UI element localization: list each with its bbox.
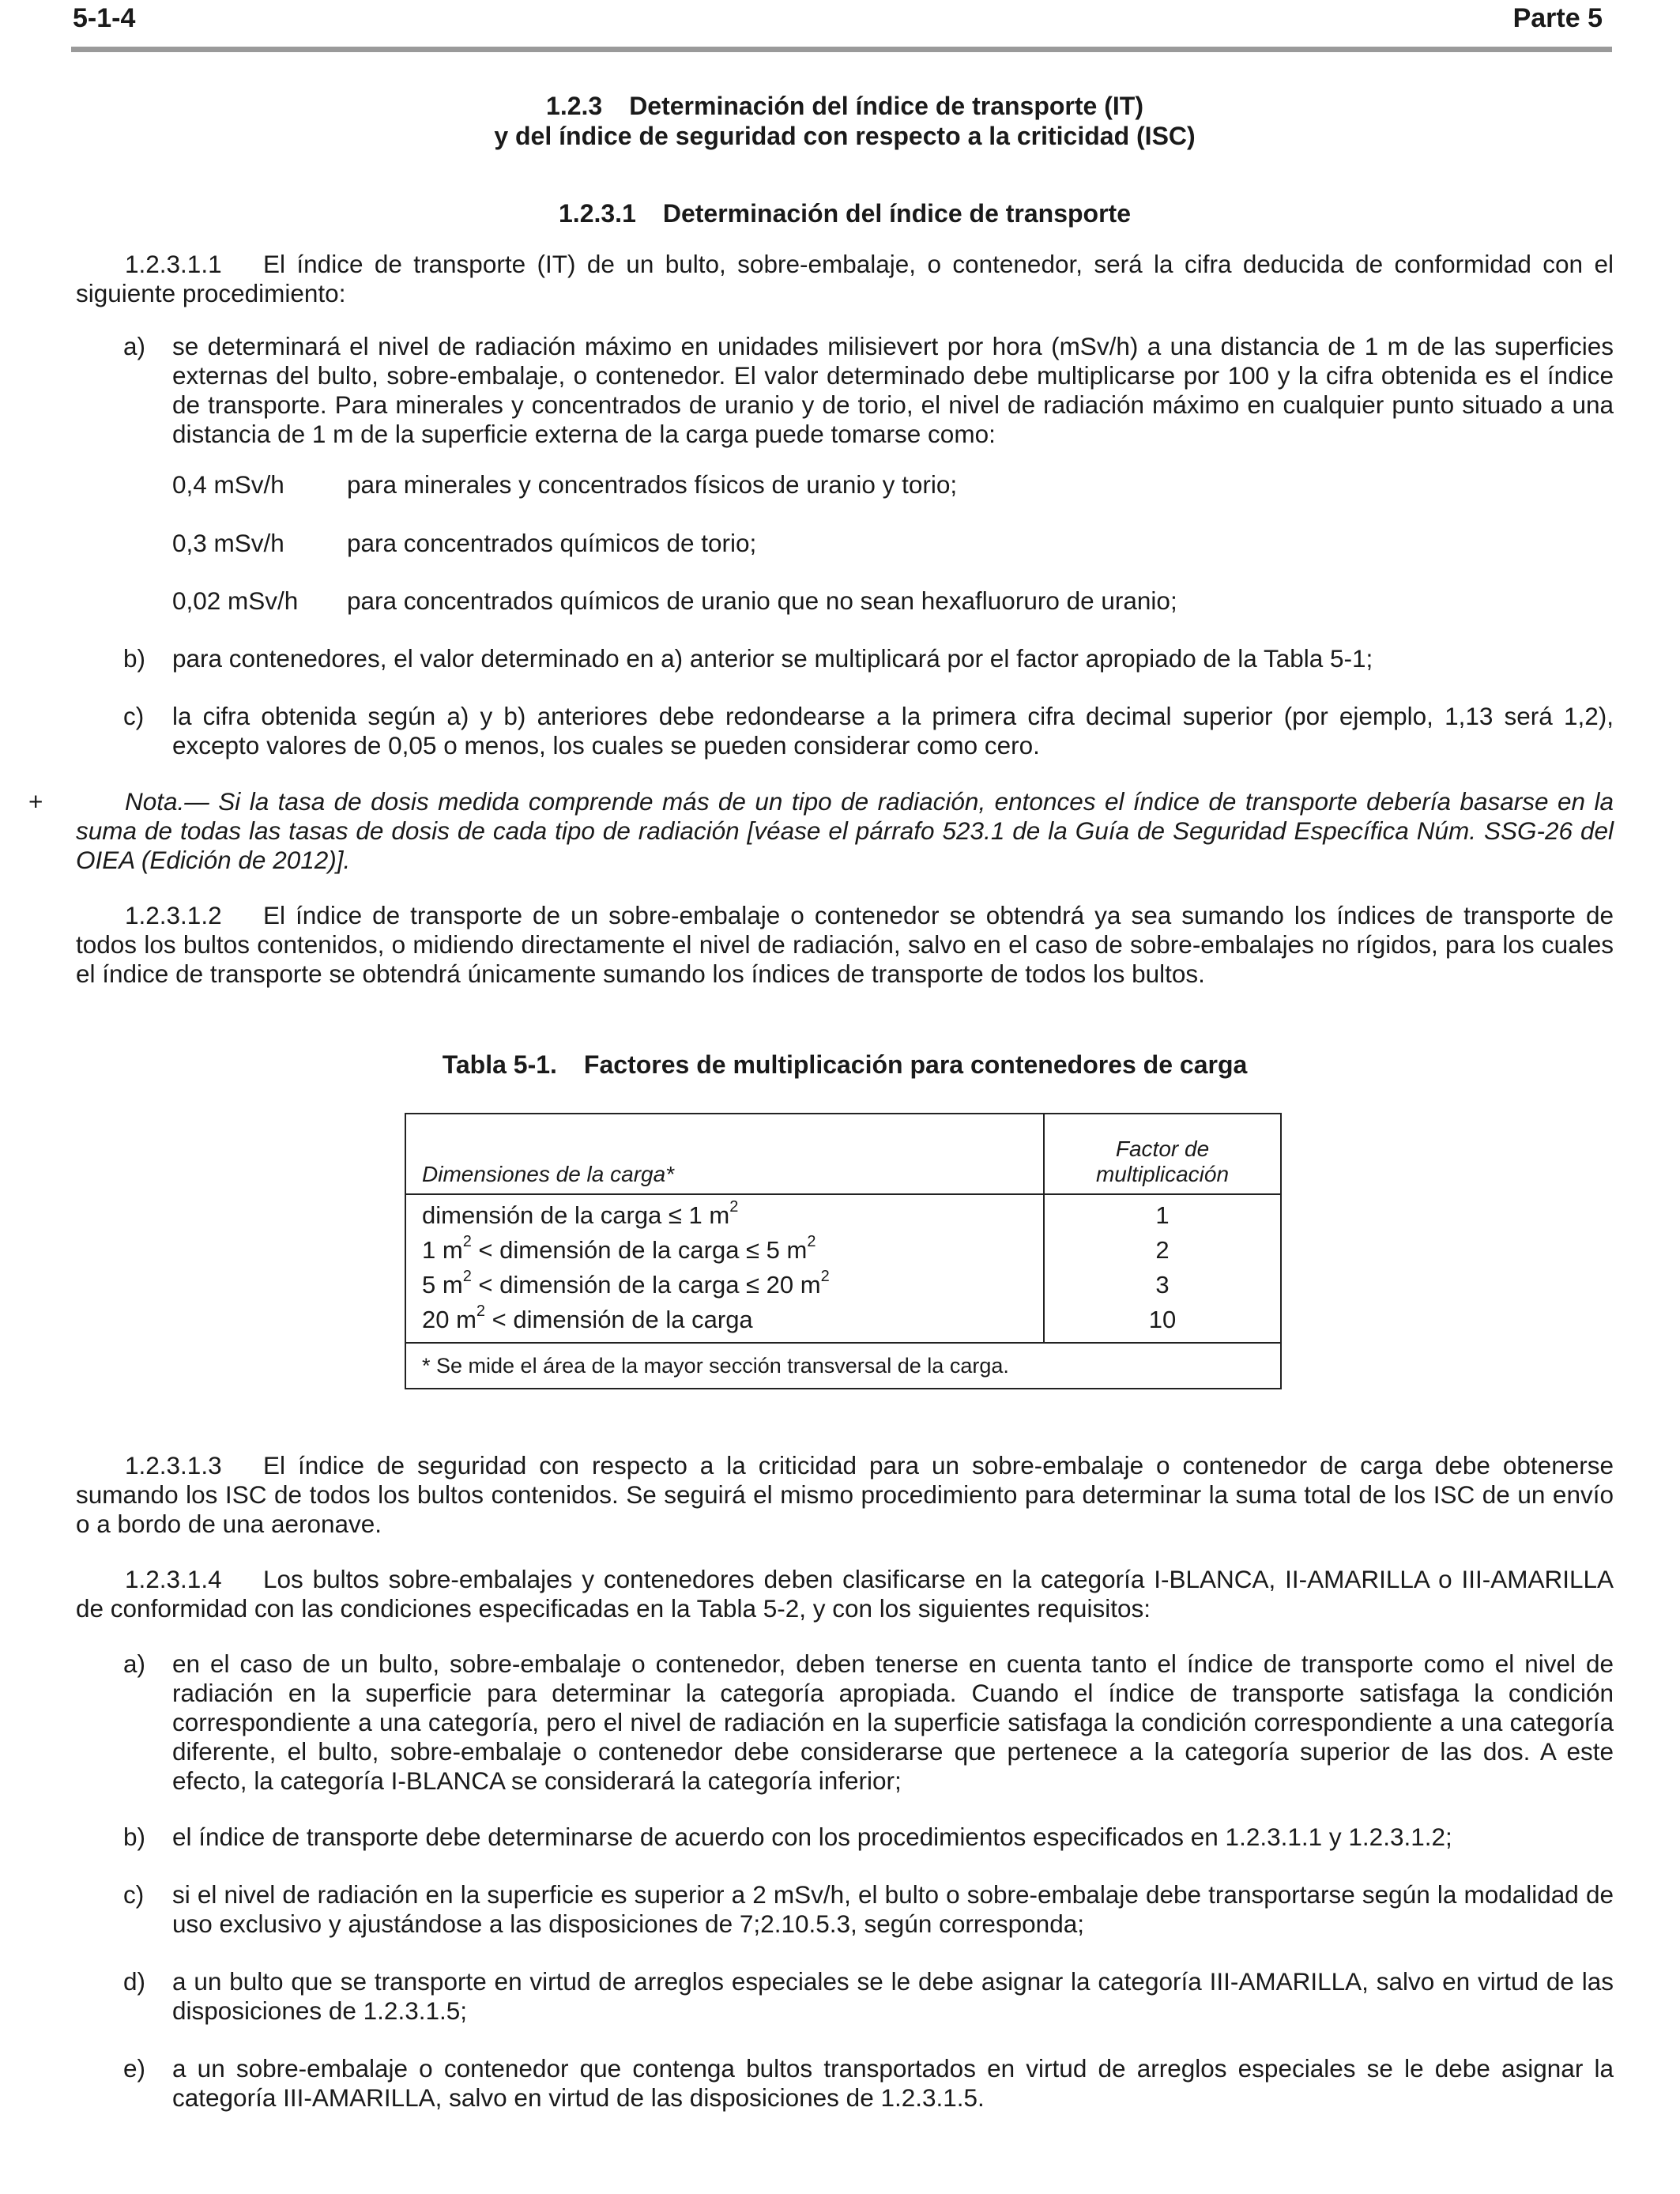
rate-row: [76, 529, 1614, 558]
multiplication-factors-table: [405, 1113, 1282, 1389]
table-caption: [76, 1050, 1614, 1080]
list-item-text: se determinará el nivel de radiación máximo en unidades milisievert por hora (mSv/h) a una distancia de 1 m de las superficies externas del bulto, sobre-embalaje, o contenedor. El valor determinado debe multiplicarse por 100 y la cifra obtenida es el índice de transporte. Para minerales y concentrados de uranio y de torio, el nivel de radiación máximo en cualquier punto situado a una distancia de 1 m de la superficie externa de la carga puede tomarse como:: [172, 332, 1614, 448]
subsection-number: 1.2.3.1: [559, 199, 636, 228]
part-label: Parte 5: [1512, 3, 1603, 33]
table-footnote: * Se mide el área de la mayor sección transversal de la carga.: [405, 1343, 1281, 1389]
paragraph-text: El índice de seguridad con respecto a la criticidad para un sobre-embalaje o contenedor de carga debe obtenerse sumando los ISC de todos los bultos contenidos. Se seguirá el mismo procedimiento para determinar la suma total de los ISC de un envío o a bordo de una aeronave.: [76, 1451, 1614, 1538]
rate-row: [76, 470, 1614, 499]
paragraph-number: 1.2.3.1.2: [125, 901, 222, 929]
exponent: 2: [462, 1232, 472, 1250]
section-title-line1: Determinación del índice de transporte (IT): [629, 92, 1143, 120]
exponent: 2: [476, 1302, 486, 1320]
exponent: 2: [807, 1232, 816, 1250]
exponent: 2: [820, 1267, 830, 1285]
list-item-text: la cifra obtenida según a) y b) anteriores debe redondearse a la primera cifra decimal superior (por ejemplo, 1,13 será 1,2), excepto valores de 0,05 o menos, los cuales se pueden considerar como cero.: [172, 702, 1614, 760]
list-item-text: para contenedores, el valor determinado en a) anterior se multiplicará por el factor apropiado de la Tabla 5-1;: [172, 644, 1373, 673]
rate-description: para minerales y concentrados físicos de uranio y torio;: [347, 470, 958, 499]
paragraph-1-2-3-1-2: [76, 901, 1614, 989]
list-item-b: [76, 1823, 1614, 1852]
dimension-cell: [405, 1194, 1044, 1233]
table-number: Tabla 5-1.: [442, 1050, 557, 1079]
list-item-b: [76, 644, 1614, 673]
header-rule: [71, 47, 1612, 52]
dimension-text: 5 m: [422, 1271, 463, 1299]
factor-cell: 3: [1044, 1268, 1281, 1302]
list-item-e: [76, 2054, 1614, 2113]
paragraph-text: El índice de transporte (IT) de un bulto, sobre-embalaje, o contenedor, será la cifra deducida de conformidad con el siguiente procedimiento:: [76, 250, 1614, 307]
subsection-title: [76, 198, 1614, 228]
dimension-text: < dimensión de la carga ≤ 20 m: [471, 1271, 821, 1299]
list-item-text: a un bulto que se transporte en virtud de arreglos especiales se le debe asignar la categoría III-AMARILLA, salvo en virtud de las disposiciones de 1.2.3.1.5;: [172, 1967, 1614, 2025]
paragraph-number: 1.2.3.1.3: [125, 1451, 222, 1480]
paragraph-text: El índice de transporte de un sobre-embalaje o contenedor se obtendrá ya sea sumando los índices de transporte de todos los bultos contenidos, o midiendo directamente el nivel de radiación, salvo en el caso de sobre-embalajes no rígidos, para los cuales el índice de transporte se obtendrá únicamente sumando los índices de transporte de todos los bultos.: [76, 901, 1614, 988]
exponent: 2: [729, 1197, 739, 1216]
dimension-cell: [405, 1268, 1044, 1302]
note-text: Nota.— Si la tasa de dosis medida comprende más de un tipo de radiación, entonces el índice de transporte debería basarse en la suma de todas las tasas de dosis de cada tipo de radiación [véase el párrafo 523.1 de la Guía de Seguridad Específica Núm. SSG-26 del OIEA (Edición de 2012)].: [76, 787, 1614, 874]
table-header-row: [405, 1114, 1281, 1194]
dimension-text: < dimensión de la carga ≤ 5 m: [471, 1236, 808, 1264]
document-body: [28, 91, 1614, 2113]
column-header-factor-line1: Factor de: [1115, 1137, 1210, 1161]
rate-value: 0,4 mSv/h: [172, 470, 284, 499]
dimension-text: dimensión de la carga ≤ 1 m: [422, 1201, 730, 1229]
rate-description: para concentrados químicos de uranio que no sean hexafluoruro de uranio;: [347, 586, 1177, 615]
paragraph-1-2-3-1-3: [76, 1451, 1614, 1539]
list-item-a: [76, 1649, 1614, 1796]
column-header-dimensions: Dimensiones de la carga*: [405, 1114, 1044, 1194]
paragraph-1-2-3-1-4: [76, 1565, 1614, 1623]
list-item-label: b): [123, 644, 146, 673]
paragraph-number: 1.2.3.1.4: [125, 1565, 222, 1593]
dimension-text: 20 m: [422, 1306, 477, 1333]
rate-row: [76, 586, 1614, 616]
list-item-label: c): [123, 1880, 145, 1909]
table-row: [405, 1194, 1281, 1233]
page-number: 5-1-4: [73, 3, 136, 33]
table-row: [405, 1233, 1281, 1268]
factor-cell: 1: [1044, 1194, 1281, 1233]
rate-value: 0,02 mSv/h: [172, 586, 299, 615]
paragraph-text: Los bultos sobre-embalajes y contenedores deben clasificarse en la categoría I-BLANCA, II-AMARILLA o III-AMARILLA de conformidad con las condiciones especificadas en la Tabla 5-2, y con los siguientes requisitos:: [76, 1565, 1614, 1623]
exponent: 2: [462, 1267, 472, 1285]
paragraph-1-2-3-1-1: [76, 250, 1614, 308]
table-footnote-row: [405, 1343, 1281, 1389]
list-item-text: si el nivel de radiación en la superficie es superior a 2 mSv/h, el bulto o sobre-embalaje debe transportarse según la modalidad de uso exclusivo y ajustándose a las disposiciones de 7;2.10.5.3, según corresponda;: [172, 1880, 1614, 1938]
section-number: 1.2.3: [546, 92, 603, 120]
dimension-text: 1 m: [422, 1236, 463, 1264]
list-item-label: a): [123, 1649, 146, 1678]
list-item-a: [76, 332, 1614, 449]
column-header-factor-line2: multiplicación: [1095, 1162, 1230, 1186]
list-item-text: en el caso de un bulto, sobre-embalaje o contenedor, deben tenerse en cuenta tanto el índice de transporte como el nivel de radiación en la superficie para determinar la categoría apropiada. Cuando el índice de transporte satisfaga la condición correspondiente a una categoría, pero el nivel de radiación en la superficie satisfaga la condición correspondiente a una categoría diferente, el bulto, sobre-embalaje o contenedor debe considerarse que pertenece a la categoría superior de las dos. A este efecto, la categoría I-BLANCA se considerará la categoría inferior;: [172, 1649, 1614, 1795]
factor-cell: 10: [1044, 1302, 1281, 1343]
list-item-c: [76, 702, 1614, 760]
list-item-label: a): [123, 332, 146, 360]
table-title: Factores de multiplicación para contenedores de carga: [583, 1050, 1248, 1079]
list-item-label: e): [123, 2054, 146, 2083]
section-title: [76, 91, 1614, 151]
dimension-cell: [405, 1233, 1044, 1268]
list-item-d: [76, 1967, 1614, 2026]
list-item-c: [76, 1880, 1614, 1939]
list-item-text: el índice de transporte debe determinarse de acuerdo con los procedimientos especificados en 1.2.3.1.1 y 1.2.3.1.2;: [172, 1823, 1452, 1851]
column-header-factor: [1044, 1114, 1281, 1194]
change-marker: +: [28, 787, 43, 816]
rate-value: 0,3 mSv/h: [172, 529, 284, 557]
section-title-line2: y del índice de seguridad con respecto a la criticidad (ISC): [494, 122, 1196, 150]
paragraph-number: 1.2.3.1.1: [125, 250, 222, 278]
list-item-label: b): [123, 1823, 146, 1851]
table-row: [405, 1302, 1281, 1343]
list-item-text: a un sobre-embalaje o contenedor que contenga bultos transportados en virtud de arreglos especiales se le debe asignar la categoría III-AMARILLA, salvo en virtud de las disposiciones de 1.2.3.1.5.: [172, 2054, 1614, 2112]
list-item-label: c): [123, 702, 145, 730]
note: [28, 787, 1614, 875]
table-row: [405, 1268, 1281, 1302]
subsection-title-text: Determinación del índice de transporte: [662, 199, 1131, 228]
dimension-cell: [405, 1302, 1044, 1343]
factor-cell: 2: [1044, 1233, 1281, 1268]
dimension-text: < dimensión de la carga: [485, 1306, 753, 1333]
list-item-label: d): [123, 1967, 146, 1996]
rate-description: para concentrados químicos de torio;: [347, 529, 757, 557]
